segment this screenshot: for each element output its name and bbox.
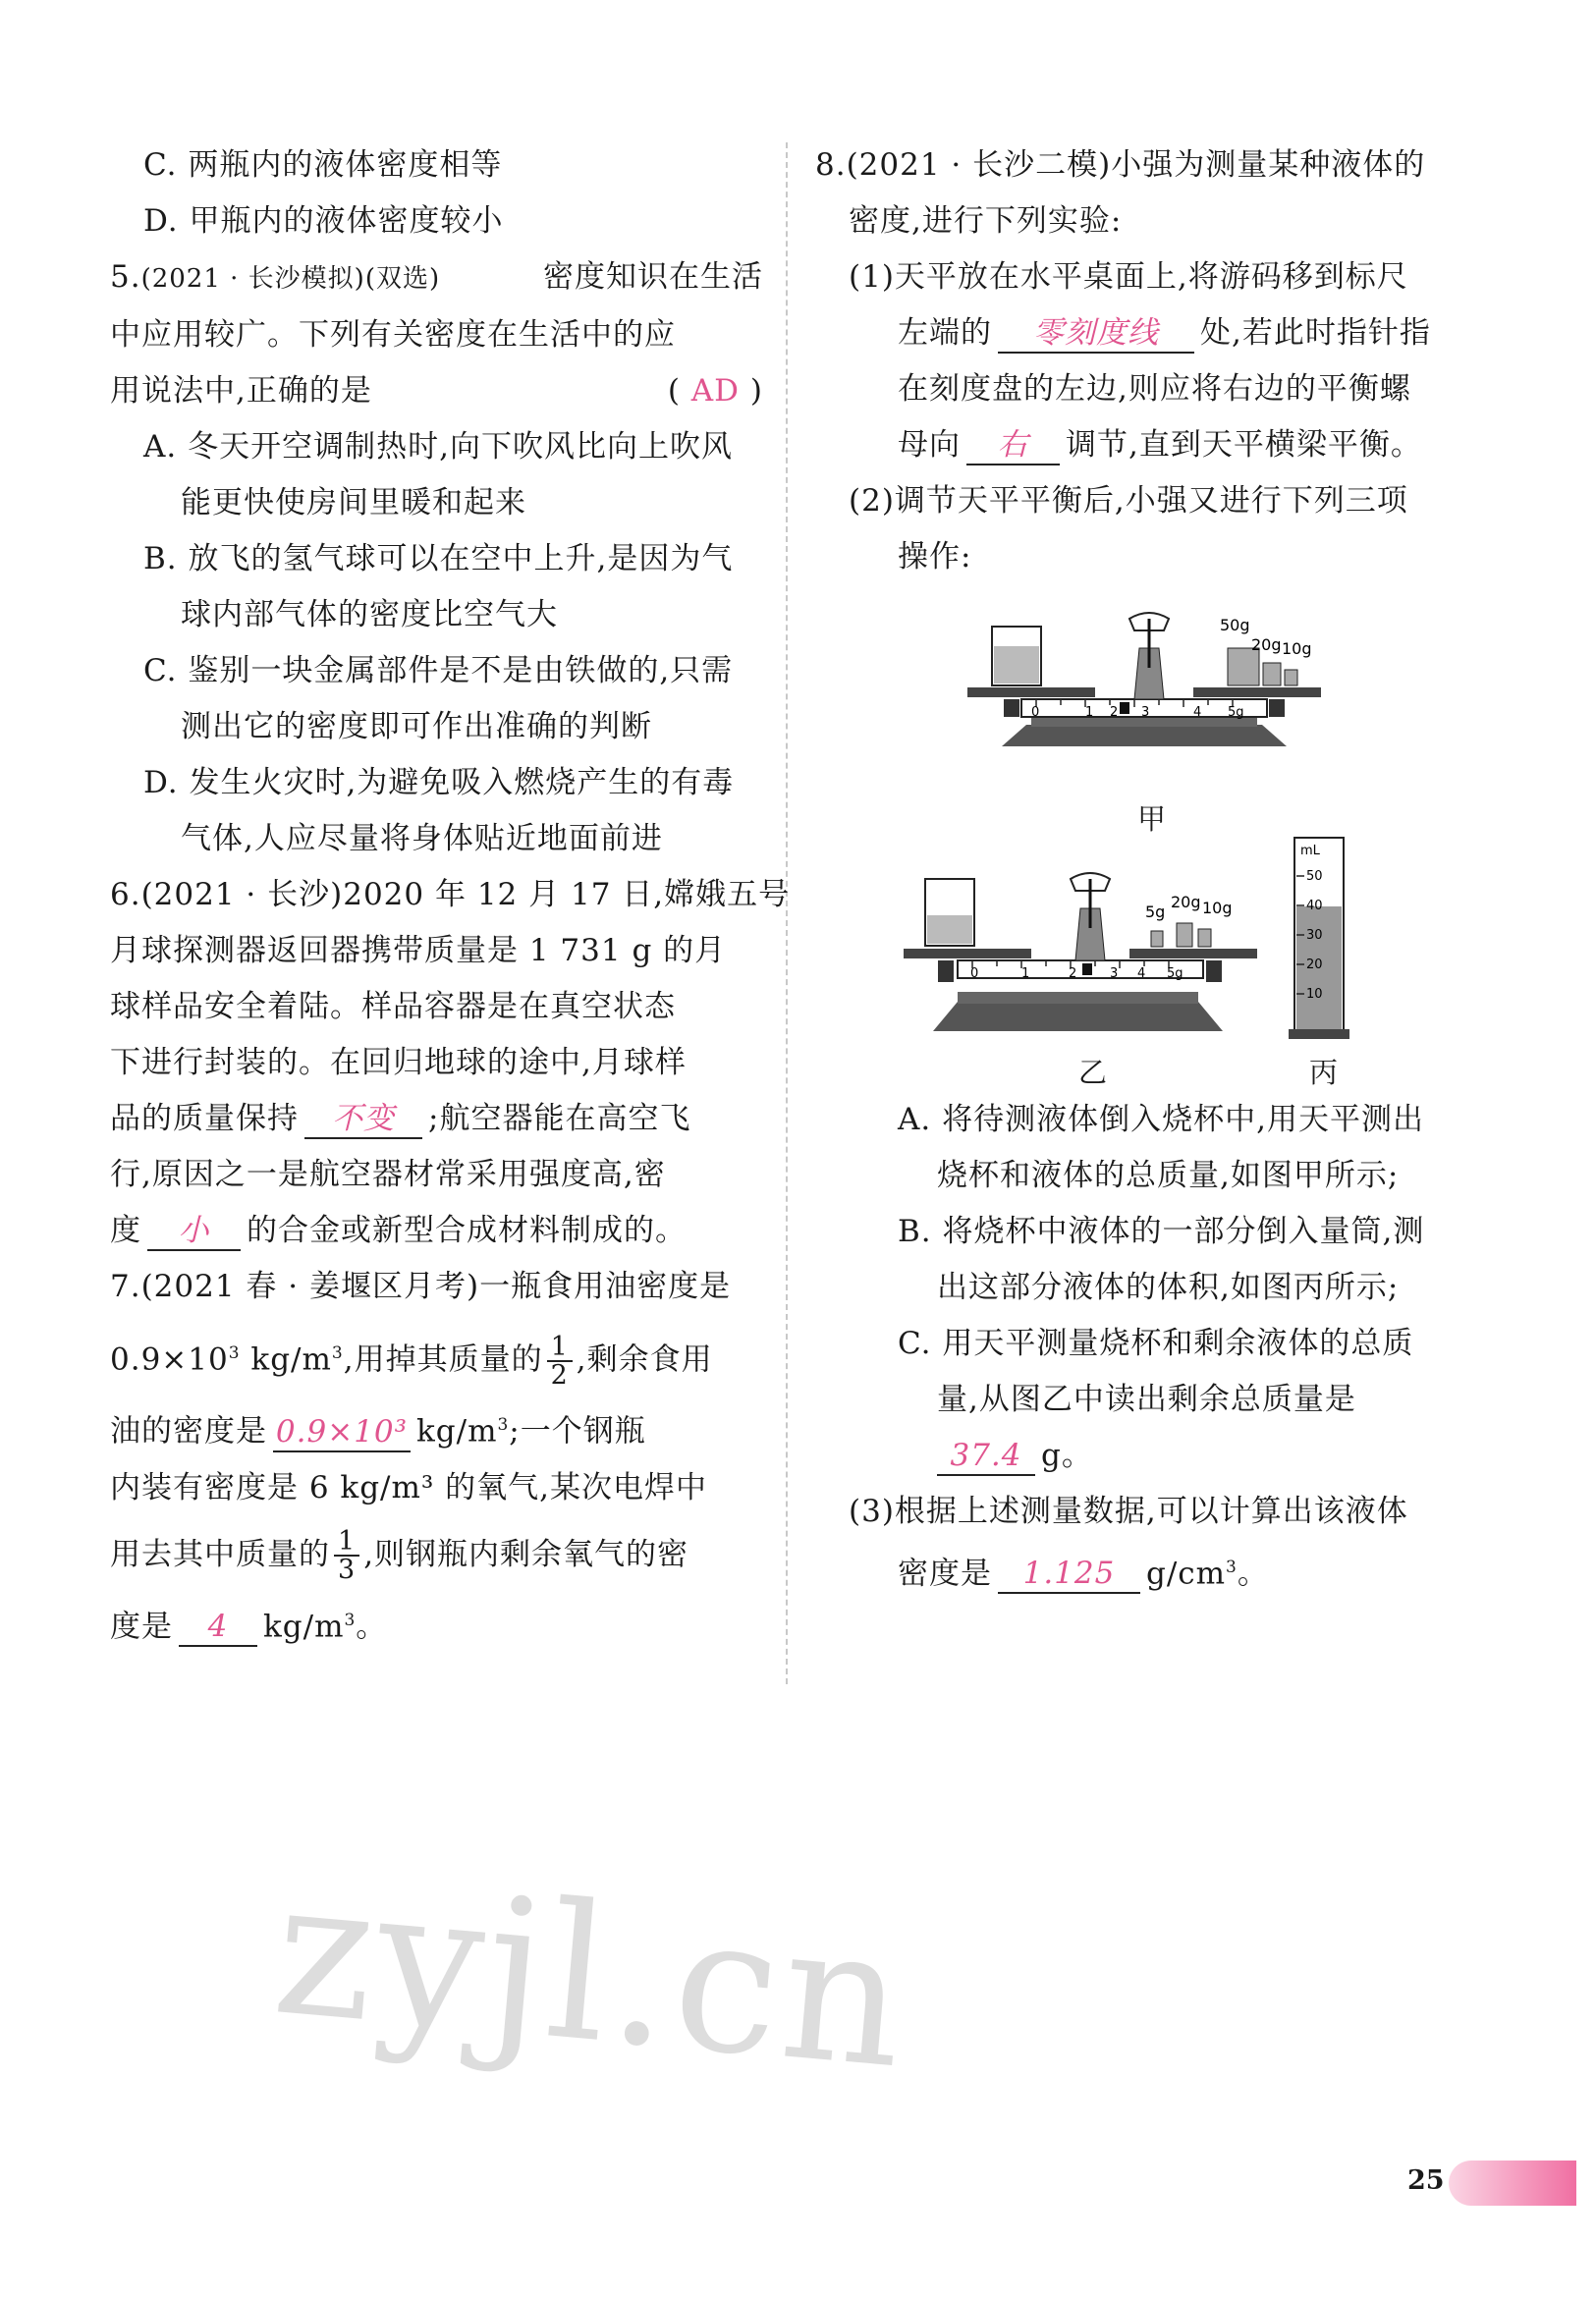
- q5-option-b-1: B. 放飞的氢气球可以在空中上升,是因为气: [143, 541, 734, 576]
- q8-blank-3: [937, 1437, 1035, 1476]
- tick-50: 50: [1306, 869, 1323, 884]
- q7-blank-2: [179, 1608, 257, 1647]
- q7-sup-c: 3: [497, 1415, 510, 1436]
- q7-text-6b: kg/m: [263, 1608, 345, 1644]
- q7-text-2b: kg/m: [240, 1341, 332, 1378]
- q8-text-p1-2b: 处,若此时指针指: [1200, 315, 1431, 351]
- q8-option-a-1: A. 将待测液体倒入烧杯中,用天平测出: [898, 1102, 1424, 1137]
- q8-blank-2: [966, 426, 1060, 465]
- balance-figure-yi: [904, 864, 1277, 1036]
- left-nut-icon: [938, 960, 954, 982]
- label-5g: 5g: [1145, 903, 1166, 921]
- q5-option-c-2: 测出它的密度即可作出准确的判断: [181, 709, 652, 744]
- q7-sup-b: 3: [331, 1343, 344, 1363]
- q5-option-d-2: 气体,人应尽量将身体贴近地面前进: [181, 821, 663, 856]
- q7-text-6c: 。: [356, 1608, 388, 1644]
- beaker-liquid: [994, 646, 1039, 684]
- q6-text-7a: 度: [110, 1213, 141, 1248]
- q8-option-c-1: C. 用天平测量烧杯和剩余液体的总质: [898, 1326, 1414, 1361]
- q8-option-c-3: [815, 1428, 1473, 1484]
- q6-line-4: 下进行封装的。在回归地球的途中,月球样: [110, 1045, 687, 1080]
- q8-text-p1-4b: 调节,直到天平横梁平衡。: [1066, 427, 1422, 463]
- q7-text-5a: 用去其中质量的: [110, 1536, 330, 1572]
- q5-line-1: [110, 249, 763, 307]
- q8-sup: 3: [1226, 1558, 1238, 1577]
- label-20g: 20g: [1251, 635, 1282, 654]
- weight-20g-icon: [1263, 663, 1281, 685]
- q8-p2-1: (2)调节天平平衡后,小强又进行下列三项: [849, 483, 1408, 519]
- q8-text-p1-4a: 母向: [898, 427, 961, 463]
- column-divider: [786, 142, 788, 1684]
- label-10g: 10g: [1282, 639, 1312, 658]
- q6-line-7: [110, 1203, 763, 1259]
- q5-line-2: 中应用较广。下列有关密度在生活中的应: [110, 317, 676, 353]
- q6-blank-1: [304, 1100, 422, 1139]
- figure-label-yi: 乙: [1078, 1056, 1108, 1089]
- q7-sup: 3: [228, 1343, 241, 1363]
- q7-text-2a: 0.9×10: [110, 1341, 229, 1378]
- label-20g: 20g: [1171, 893, 1201, 911]
- q8-p1-1: (1)天平放在水平桌面上,将游码移到标尺: [849, 259, 1408, 295]
- page-number: 25: [1407, 2165, 1445, 2196]
- q8-p2-2: 操作:: [898, 539, 972, 574]
- q7-line-3: [110, 1397, 763, 1459]
- scale-label-0: 0: [970, 966, 979, 981]
- q5-option-b-2: 球内部气体的密度比空气大: [181, 597, 558, 632]
- q6-text-7b: 的合金或新型合成材料制成的。: [247, 1213, 687, 1248]
- right-column: [815, 137, 1473, 585]
- q8-blank-4: [998, 1555, 1140, 1594]
- scale-label-4: 4: [1193, 705, 1202, 720]
- q8-line-1: 8.(2021 · 长沙二模)小强为测量某种液体的: [815, 147, 1426, 183]
- q5-line-3: [110, 363, 763, 419]
- label-ml: mL: [1300, 844, 1320, 858]
- scale-label-5g: 5g: [1167, 966, 1183, 981]
- weight-10g-icon: [1285, 670, 1297, 685]
- q7-answer-1: 0.9×10³: [275, 1413, 409, 1450]
- frac-den: 2: [550, 1359, 569, 1391]
- q8-text-p3-2b: g/cm: [1146, 1556, 1227, 1592]
- q7-text-3a: 油的密度是: [110, 1413, 267, 1450]
- q8-blank-1: [998, 314, 1194, 354]
- balance-stand: [958, 992, 1198, 1004]
- q6-text-5b: ;航空器能在高空飞: [428, 1101, 691, 1136]
- q7-blank-1: [273, 1413, 411, 1452]
- right-pan: [1129, 949, 1257, 958]
- q5-source: (2021 · 长沙模拟)(双选): [140, 264, 441, 294]
- scale-label-3: 3: [1141, 705, 1150, 720]
- q7-text-6a: 度是: [110, 1608, 173, 1644]
- graduated-cylinder-bing: [1287, 833, 1355, 1044]
- q5-option-a-1: A. 冬天开空调制热时,向下吹风比向上吹风: [143, 429, 733, 465]
- right-nut-icon: [1269, 699, 1285, 717]
- q8-answer-2: 右: [997, 427, 1029, 463]
- scale-label-2: 2: [1110, 705, 1119, 720]
- q7-fraction-2: [334, 1526, 359, 1586]
- q6-line-3: 球样品安全着陆。样品容器是在真空状态: [110, 989, 676, 1024]
- q6-line-5: [110, 1091, 763, 1147]
- weight-5g-icon: [1151, 931, 1163, 947]
- q7-text-3b: kg/m: [416, 1413, 498, 1450]
- scale-label-4: 4: [1137, 966, 1146, 981]
- q6-line-2: 月球探测器返回器携带质量是 1 731 g 的月: [110, 933, 727, 968]
- q6-line-6: 行,原因之一是航空器材常采用强度高,密: [110, 1157, 666, 1192]
- left-nut-icon: [1004, 699, 1019, 717]
- q5-text-1: 密度知识在生活: [543, 259, 763, 295]
- scale-label-0: 0: [1031, 705, 1040, 720]
- q7-line-2: [110, 1315, 763, 1397]
- tick-30: 30: [1306, 928, 1323, 943]
- balance-base: [1002, 725, 1287, 746]
- q8-option-b-2: 出这部分液体的体积,如图丙所示;: [937, 1270, 1400, 1305]
- q5-option-d-1: D. 发生火灾时,为避免吸入燃烧产生的有毒: [143, 765, 735, 800]
- q5-option-a-2: 能更快使房间里暖和起来: [181, 485, 526, 520]
- rider: [1082, 963, 1092, 975]
- q8-option-b-1: B. 将烧杯中液体的一部分倒入量筒,测: [898, 1214, 1425, 1249]
- balance-base: [933, 1002, 1223, 1031]
- page-number-bar: [1449, 2161, 1576, 2206]
- right-pan: [1193, 687, 1321, 697]
- q7-sup-d: 3: [344, 1610, 357, 1630]
- q7-line-6: [110, 1593, 763, 1655]
- q8-option-a-2: 烧杯和液体的总质量,如图甲所示;: [937, 1158, 1400, 1193]
- q8-text-c3: g。: [1041, 1438, 1093, 1473]
- tick-40: 40: [1306, 899, 1323, 913]
- scale-label-5g: 5g: [1228, 705, 1244, 720]
- left-pan: [904, 949, 1031, 958]
- q8-option-c-2: 量,从图乙中读出剩余总质量是: [937, 1382, 1356, 1417]
- q8-answer-1: 零刻度线: [1033, 315, 1159, 351]
- scale-label-3: 3: [1110, 966, 1119, 981]
- q7-line-5: [110, 1516, 763, 1593]
- q6-line-1: 6.(2021 · 长沙)2020 年 12 月 17 日,嫦娥五号: [110, 877, 791, 912]
- figure-label-jia: 甲: [1137, 802, 1167, 836]
- q5-answer: AD: [690, 373, 741, 409]
- scale-label-1: 1: [1021, 966, 1030, 981]
- q8-p3-1: (3)根据上述测量数据,可以计算出该液体: [849, 1494, 1408, 1529]
- q6-text-5a: 品的质量保持: [110, 1101, 299, 1136]
- q8-answer-3: 37.4: [950, 1438, 1022, 1473]
- q7-line-4: 内装有密度是 6 kg/m³ 的氧气,某次电焊中: [110, 1469, 708, 1505]
- rider: [1120, 702, 1129, 714]
- left-column: [110, 137, 791, 1655]
- right-nut-icon: [1206, 960, 1222, 982]
- q5-answer-paren: ( AD ): [667, 373, 763, 409]
- tick-10: 10: [1306, 987, 1323, 1002]
- q8-p3-2: [815, 1540, 1473, 1602]
- q4-option-d: D. 甲瓶内的液体密度较小: [143, 203, 504, 239]
- left-pan: [967, 687, 1095, 697]
- q7-answer-2: 4: [207, 1608, 229, 1644]
- scale-label-2: 2: [1069, 966, 1077, 981]
- frac-num: 1: [547, 1334, 573, 1362]
- q8-text-p3-2c: 。: [1237, 1556, 1269, 1592]
- q7-text-2c: ,用掉其质量的: [343, 1341, 543, 1378]
- q6-blank-2: [147, 1212, 241, 1251]
- cylinder-base: [1289, 1029, 1349, 1039]
- beaker-liquid: [927, 915, 972, 944]
- figure-label-bing: 丙: [1309, 1056, 1339, 1089]
- tick-20: 20: [1306, 958, 1323, 972]
- q8-answer-4: 1.125: [1022, 1556, 1116, 1592]
- scale-label-1: 1: [1085, 705, 1094, 720]
- q7-fraction-1: [547, 1331, 573, 1391]
- frac-num: 1: [334, 1528, 359, 1557]
- frac-den: 3: [338, 1555, 357, 1586]
- watermark: zyjl.cn: [266, 1838, 916, 2110]
- q7-line-1: 7.(2021 春 · 姜堰区月考)一瓶食用油密度是: [110, 1269, 732, 1304]
- q7-text-2d: ,剩余食用: [576, 1341, 713, 1378]
- q7-text-3c: ;一个钢瓶: [509, 1413, 646, 1450]
- weight-20g-icon: [1177, 923, 1192, 947]
- q8-p1-3: 在刻度盘的左边,则应将右边的平衡螺: [898, 371, 1411, 407]
- label-50g: 50g: [1220, 616, 1250, 634]
- weight-10g-icon: [1198, 929, 1211, 947]
- q5-option-c-1: C. 鉴别一块金属部件是不是由铁做的,只需: [143, 653, 734, 688]
- q6-answer-2: 小: [178, 1213, 210, 1248]
- label-10g: 10g: [1202, 899, 1233, 917]
- q6-answer-1: 不变: [332, 1101, 395, 1136]
- q5-text-3: 用说法中,正确的是: [110, 373, 372, 409]
- q5-number: 5.: [110, 259, 141, 295]
- q4-option-c: C. 两瓶内的液体密度相等: [143, 147, 503, 183]
- right-column-lower: [815, 1092, 1473, 1602]
- q8-text-p3-2a: 密度是: [898, 1556, 992, 1592]
- q8-p1-2: [815, 305, 1473, 361]
- q8-p1-4: [815, 417, 1473, 473]
- balance-figure-jia: [963, 609, 1336, 781]
- q7-text-5b: ,则钢瓶内剩余氧气的密: [363, 1536, 689, 1572]
- q8-text-p1-2a: 左端的: [898, 315, 992, 351]
- q8-line-2: 密度,进行下列实验:: [849, 203, 1123, 239]
